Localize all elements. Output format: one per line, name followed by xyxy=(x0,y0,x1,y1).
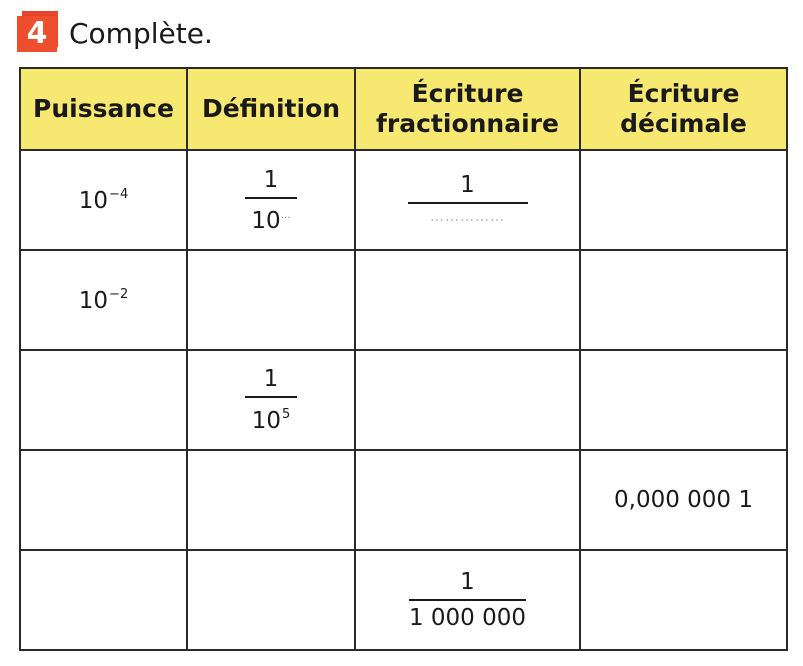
fraction-numerator: 1 xyxy=(460,172,475,198)
power-base: 10 xyxy=(78,187,109,214)
power-exponent: −4 xyxy=(109,186,129,202)
denominator-placeholder-dots[interactable]: …………… xyxy=(430,209,505,225)
cell-definition[interactable] xyxy=(187,450,355,550)
table-row xyxy=(20,150,787,250)
cell-puissance[interactable] xyxy=(20,150,187,250)
fraction-denominator xyxy=(251,199,290,234)
cell-definition[interactable] xyxy=(187,150,355,250)
fraction-numerator: 1 xyxy=(263,166,279,193)
cell-decimale[interactable] xyxy=(580,250,787,350)
header-definition: Définition xyxy=(187,68,355,150)
cell-decimale[interactable] xyxy=(580,350,787,450)
table-row xyxy=(20,350,787,450)
cell-puissance[interactable] xyxy=(20,350,187,450)
exercise-instruction: Complète. xyxy=(69,17,213,50)
fraction-denominator: 1 000 000 xyxy=(408,605,527,631)
table-row xyxy=(20,450,787,550)
cell-fractionnaire[interactable] xyxy=(355,250,580,350)
cell-puissance[interactable] xyxy=(20,250,187,350)
cell-puissance[interactable] xyxy=(20,550,187,650)
exercise-number-badge xyxy=(17,14,57,52)
power-exponent: −2 xyxy=(109,286,129,302)
cell-fractionnaire[interactable] xyxy=(355,150,580,250)
denominator-base: 10 xyxy=(251,207,281,234)
fraction-numerator: 1 xyxy=(460,569,475,595)
header-ecriture-fractionnaire: Écriture fractionnaire xyxy=(355,68,580,150)
cell-decimale[interactable] xyxy=(580,150,787,250)
exercise-number: 4 xyxy=(17,16,57,52)
fraction xyxy=(408,172,528,228)
fraction xyxy=(245,167,297,234)
cell-puissance[interactable] xyxy=(20,450,187,550)
fraction-denominator xyxy=(252,398,291,434)
denominator-exponent: 5 xyxy=(282,407,291,422)
power-base: 10 xyxy=(78,287,109,314)
cell-decimale[interactable]: 0,000 000 1 xyxy=(580,450,787,550)
fraction-numerator: 1 xyxy=(263,366,279,392)
cell-fractionnaire[interactable] xyxy=(355,450,580,550)
cell-decimale[interactable] xyxy=(580,550,787,650)
denominator-base: 10 xyxy=(251,408,281,434)
power-expression xyxy=(79,287,128,314)
exponent-placeholder-dots[interactable]: … xyxy=(280,209,291,221)
exercise-table xyxy=(19,67,788,651)
cell-fractionnaire[interactable] xyxy=(355,350,580,450)
table-row xyxy=(20,250,787,350)
fraction xyxy=(245,366,297,434)
cell-fractionnaire[interactable] xyxy=(355,550,580,650)
header-row xyxy=(20,68,787,150)
cell-definition[interactable] xyxy=(187,350,355,450)
fraction xyxy=(409,569,526,631)
cell-definition[interactable] xyxy=(187,250,355,350)
header-ecriture-decimale: Écriture décimale xyxy=(580,68,787,150)
cell-definition[interactable] xyxy=(187,550,355,650)
power-expression xyxy=(79,187,128,214)
table-row xyxy=(20,550,787,650)
header-puissance: Puissance xyxy=(20,68,187,150)
